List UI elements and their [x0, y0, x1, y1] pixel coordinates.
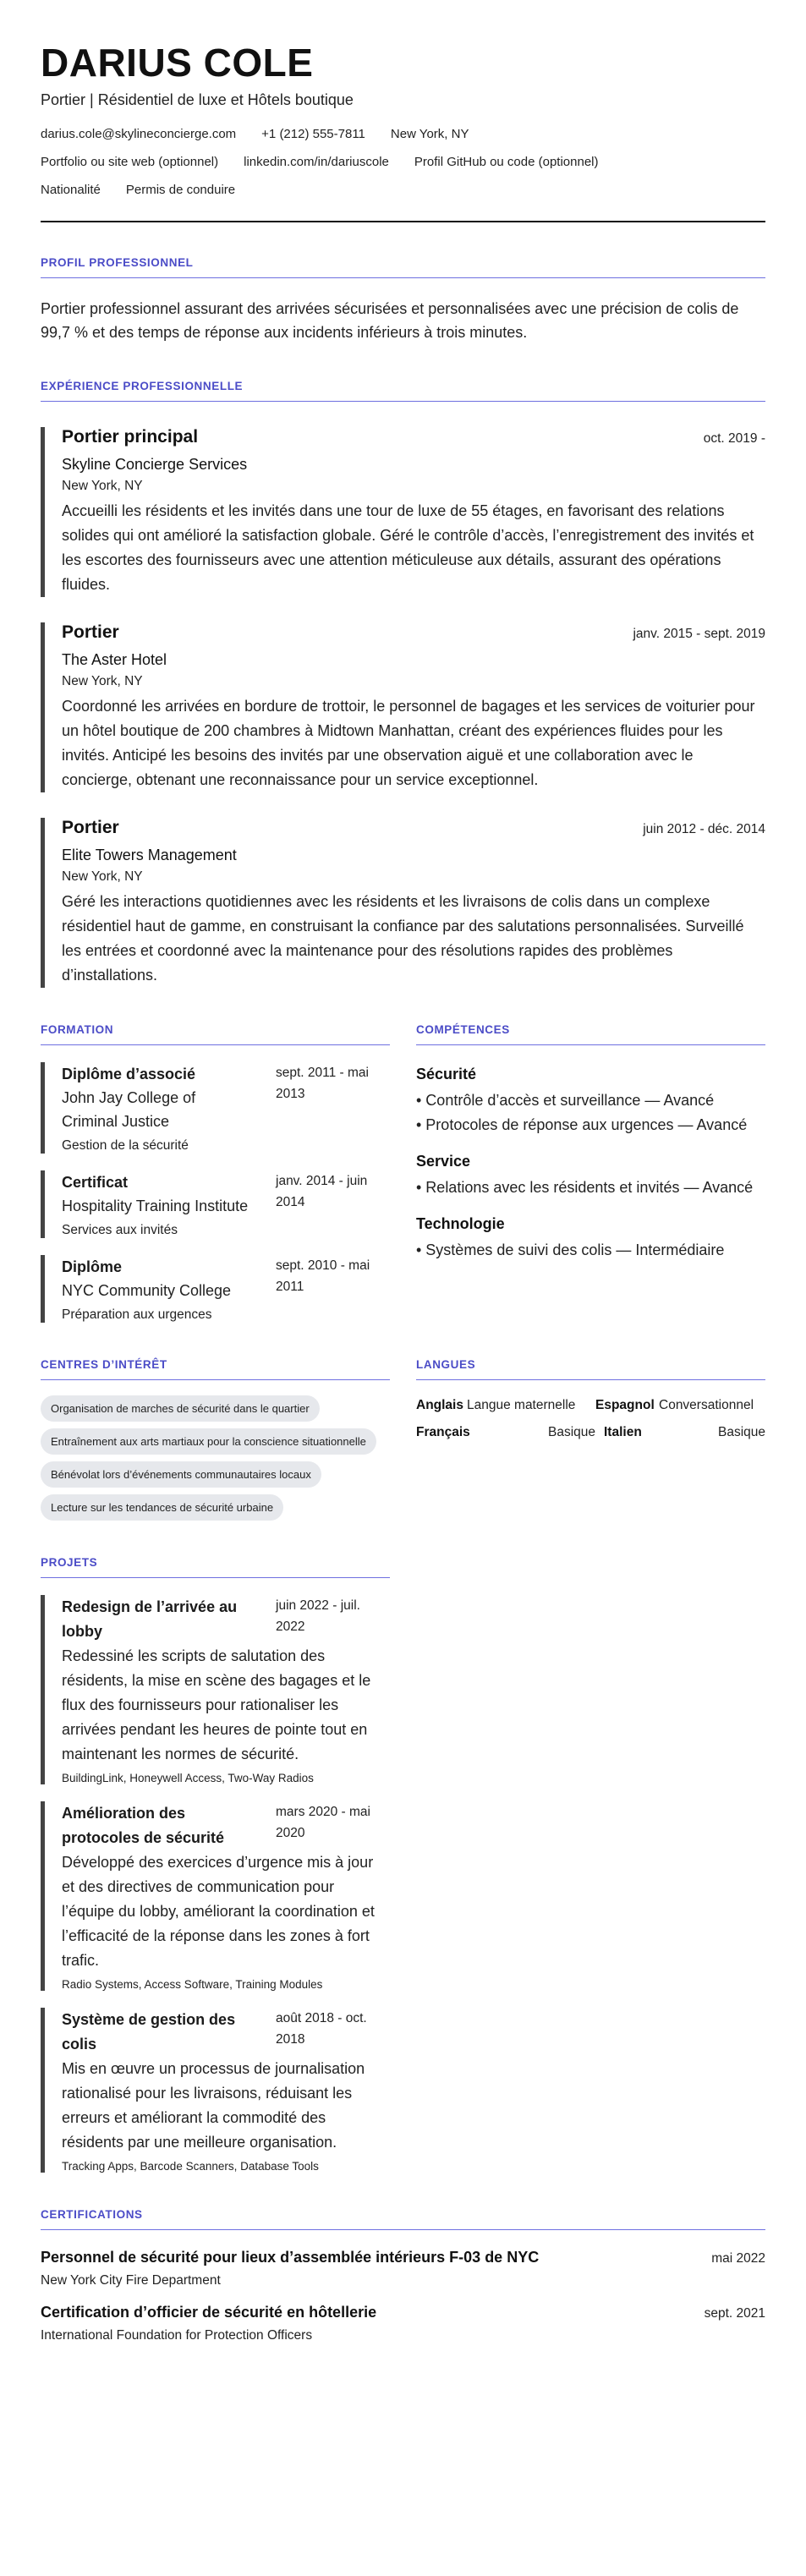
- skill-category: Service: [416, 1153, 471, 1170]
- education-item: [41, 1170, 390, 1238]
- skill-item: • Systèmes de suivi des colis — Intermédiaire: [416, 1241, 725, 1258]
- certification-issuer: New York City Fire Department: [41, 2273, 221, 2288]
- job-description: Accueilli les résidents et les invités dans une tour de luxe de 55 étages, en favorisant des relations solides qui ont amélioré la satisfaction globale. Géré le contrôle d’accès, l’enregistrement des invités et les escortes des fournisseurs avec une attention méticuleuse aux détails, assurant des opérations fluides.: [62, 502, 754, 593]
- experience-item: [41, 818, 765, 988]
- section-divider: [41, 1379, 390, 1380]
- project-date: août 2018 - oct. 2018: [276, 2011, 367, 2047]
- section-title-interests: CENTRES D’INTÉRÊT: [41, 1358, 167, 1371]
- section-divider: [416, 1044, 765, 1045]
- project-name: Amélioration des protocoles de sécurité: [62, 1805, 225, 1846]
- contact-github[interactable]: Profil GitHub ou code (optionnel): [414, 155, 599, 169]
- job-date: juin 2012 - déc. 2014: [643, 822, 765, 836]
- section-divider: [41, 1577, 390, 1578]
- project-item: [41, 1595, 390, 1784]
- interests-section: [41, 1358, 390, 1521]
- job-role: Portier: [62, 622, 119, 642]
- project-tools: BuildingLink, Honeywell Access, Two-Way Radios: [62, 1772, 314, 1784]
- contact-license: Permis de conduire: [125, 183, 236, 197]
- experience-section: [41, 380, 765, 988]
- skill-item: • Protocoles de réponse aux urgences — Avancé: [416, 1116, 748, 1133]
- skill-category: Technologie: [416, 1215, 505, 1232]
- job-location: New York, NY: [62, 479, 143, 493]
- experience-item: [41, 427, 765, 597]
- language-level: Basique: [717, 1425, 765, 1439]
- project-item: [41, 2008, 390, 2173]
- interest-chip: Organisation de marches de sécurité dans le quartier: [41, 1395, 320, 1422]
- section-divider: [41, 277, 765, 278]
- summary-section: [41, 256, 765, 344]
- section-title-summary: PROFIL PROFESSIONNEL: [41, 256, 194, 269]
- project-tools: Radio Systems, Access Software, Training Modules: [62, 1978, 323, 1991]
- language-level: Langue maternelle: [467, 1398, 576, 1412]
- interest-chip: Lecture sur les tendances de sécurité urbaine: [41, 1494, 283, 1521]
- resume-header: [41, 41, 765, 222]
- summary-text: Portier professionnel assurant des arrivées sécurisées et personnalisées avec une précision de colis de 99,7 % et des temps de réponse aux incidents inférieurs à trois minutes.: [41, 300, 739, 341]
- contact-row-2: [41, 154, 765, 171]
- project-name: Redesign de l’arrivée au lobby: [62, 1598, 238, 1640]
- section-divider: [41, 401, 765, 402]
- education-item: [41, 1255, 390, 1323]
- section-title-skills: COMPÉTENCES: [416, 1023, 510, 1036]
- education-field: Gestion de la sécurité: [62, 1138, 189, 1153]
- project-description: Mis en œuvre un processus de journalisation rationalisé pour les livraisons, réduisant les erreurs et améliorant la commodité des résidents par une meilleure organisation.: [62, 2060, 365, 2151]
- languages-section: [416, 1358, 765, 1521]
- language-level: Conversationnel: [659, 1398, 754, 1412]
- skill-group: [416, 1215, 765, 1263]
- certifications-section: [41, 2208, 765, 2343]
- certification-name: Personnel de sécurité pour lieux d’assemblée intérieurs F-03 de NYC: [41, 2249, 540, 2266]
- project-date: juin 2022 - juil. 2022: [276, 1598, 360, 1634]
- education-date: janv. 2014 - juin 2014: [276, 1174, 368, 1209]
- contact-row-3: [41, 182, 765, 199]
- skill-group: [416, 1066, 765, 1137]
- languages-row: [416, 1395, 765, 1416]
- language-name: Italien: [604, 1425, 642, 1439]
- education-field: Services aux invités: [62, 1223, 178, 1237]
- certification-name: Certification d’officier de sécurité en hôtellerie: [41, 2304, 377, 2321]
- project-tools: Tracking Apps, Barcode Scanners, Database Tools: [62, 2160, 319, 2173]
- section-divider: [416, 1379, 765, 1380]
- section-title-education: FORMATION: [41, 1023, 114, 1036]
- contact-row-1: [41, 126, 765, 143]
- education-degree: Diplôme d’associé: [62, 1066, 196, 1082]
- job-company: Skyline Concierge Services: [62, 456, 248, 473]
- language-name: Espagnol: [595, 1398, 655, 1412]
- job-location: New York, NY: [62, 869, 143, 884]
- languages-row: [416, 1422, 765, 1443]
- section-divider: [41, 2229, 765, 2230]
- certification-date: mai 2022: [711, 2251, 765, 2266]
- education-school: Hospitality Training Institute: [62, 1198, 249, 1214]
- language-name: Anglais: [416, 1398, 463, 1412]
- skill-group: [416, 1153, 765, 1200]
- candidate-name: DARIUS COLE: [41, 41, 314, 85]
- skill-item: • Contrôle d’accès et surveillance — Avancé: [416, 1092, 715, 1109]
- education-school: John Jay College of Criminal Justice: [62, 1089, 196, 1130]
- certification-date: sept. 2021: [704, 2306, 765, 2321]
- job-date: oct. 2019 -: [703, 431, 765, 446]
- section-title-experience: EXPÉRIENCE PROFESSIONNELLE: [41, 380, 244, 392]
- education-degree: Diplôme: [62, 1258, 123, 1275]
- project-description: Développé des exercices d’urgence mis à jour et des directives de communication pour l’équipe du lobby, améliorant la coordination et l’efficacité de la réponse dans les zones à fort trafic.: [62, 1854, 375, 1969]
- language-level: Basique: [547, 1425, 595, 1439]
- job-description: Coordonné les arrivées en bordure de trottoir, le personnel de bagages et les services de voiturier pour un hôtel boutique de 200 chambres à Midtown Manhattan, créant des expériences fluides pour les invités. Anticipé les besoins des invités par une observation aiguë et une collaboration avec le concierge, obtenant une reconnaissance pour un service exceptionnel.: [62, 698, 755, 788]
- contact-nationality: Nationalité: [41, 183, 101, 197]
- certification-item: [41, 2304, 765, 2343]
- project-date: mars 2020 - mai 2020: [276, 1805, 370, 1840]
- interest-chip: Bénévolat lors d’événements communautaires locaux: [41, 1461, 321, 1488]
- job-role: Portier: [62, 818, 119, 837]
- job-description: Géré les interactions quotidiennes avec les résidents et les livraisons de colis dans un complexe résidentiel haut de gamme, en construisant la confiance par des salutations personnalisées. Surveillé les entrées et coordonné avec la maintenance pour des résolutions rapides des problèmes d’installations.: [62, 893, 744, 984]
- job-company: The Aster Hotel: [62, 651, 167, 668]
- education-item: [41, 1062, 390, 1154]
- job-date: janv. 2015 - sept. 2019: [633, 627, 765, 641]
- education-date: sept. 2010 - mai 2011: [276, 1258, 370, 1294]
- education-field: Préparation aux urgences: [62, 1307, 212, 1322]
- project-item: [41, 1801, 390, 1991]
- interests-languages-row: [41, 1358, 765, 1521]
- skills-section: [416, 1023, 765, 1323]
- job-role: Portier principal: [62, 427, 199, 447]
- skill-category: Sécurité: [416, 1066, 477, 1082]
- project-description: Redessiné les scripts de salutation des résidents, la mise en scène des bagages et le flux des fournisseurs pour rationaliser les arrivées pendant les heures de pointe tout en maintenant les normes de sécurité.: [62, 1647, 371, 1762]
- projects-section: [41, 1556, 390, 2173]
- education-section: [41, 1023, 390, 1323]
- experience-item: [41, 622, 765, 792]
- contact-portfolio[interactable]: Portfolio ou site web (optionnel): [41, 155, 219, 169]
- interest-chip: Entraînement aux arts martiaux pour la conscience situationnelle: [41, 1428, 376, 1455]
- contact-email[interactable]: darius.cole@skylineconcierge.com: [41, 127, 237, 141]
- certification-issuer: International Foundation for Protection Officers: [41, 2328, 313, 2343]
- skill-item: • Relations avec les résidents et invités — Avancé: [416, 1179, 754, 1196]
- education-degree: Certificat: [62, 1174, 129, 1191]
- education-skills-row: [41, 1023, 765, 1323]
- contact-location: New York, NY: [390, 127, 469, 141]
- interest-chips: [41, 1395, 390, 1521]
- header-divider: [41, 221, 765, 222]
- education-school: NYC Community College: [62, 1282, 232, 1299]
- education-date: sept. 2011 - mai 2013: [276, 1066, 369, 1101]
- language-name: Français: [416, 1425, 470, 1439]
- section-divider: [41, 1044, 390, 1045]
- certification-item: [41, 2249, 765, 2288]
- contact-phone[interactable]: +1 (212) 555-7811: [261, 127, 365, 141]
- project-name: Système de gestion des colis: [62, 2011, 236, 2053]
- section-title-certifications: CERTIFICATIONS: [41, 2208, 143, 2221]
- section-title-languages: LANGUES: [416, 1358, 476, 1371]
- candidate-title: Portier | Résidentiel de luxe et Hôtels boutique: [41, 91, 354, 108]
- job-company: Elite Towers Management: [62, 847, 237, 863]
- contact-linkedin[interactable]: linkedin.com/in/dariuscole: [244, 155, 389, 169]
- job-location: New York, NY: [62, 674, 143, 688]
- section-title-projects: PROJETS: [41, 1556, 98, 1569]
